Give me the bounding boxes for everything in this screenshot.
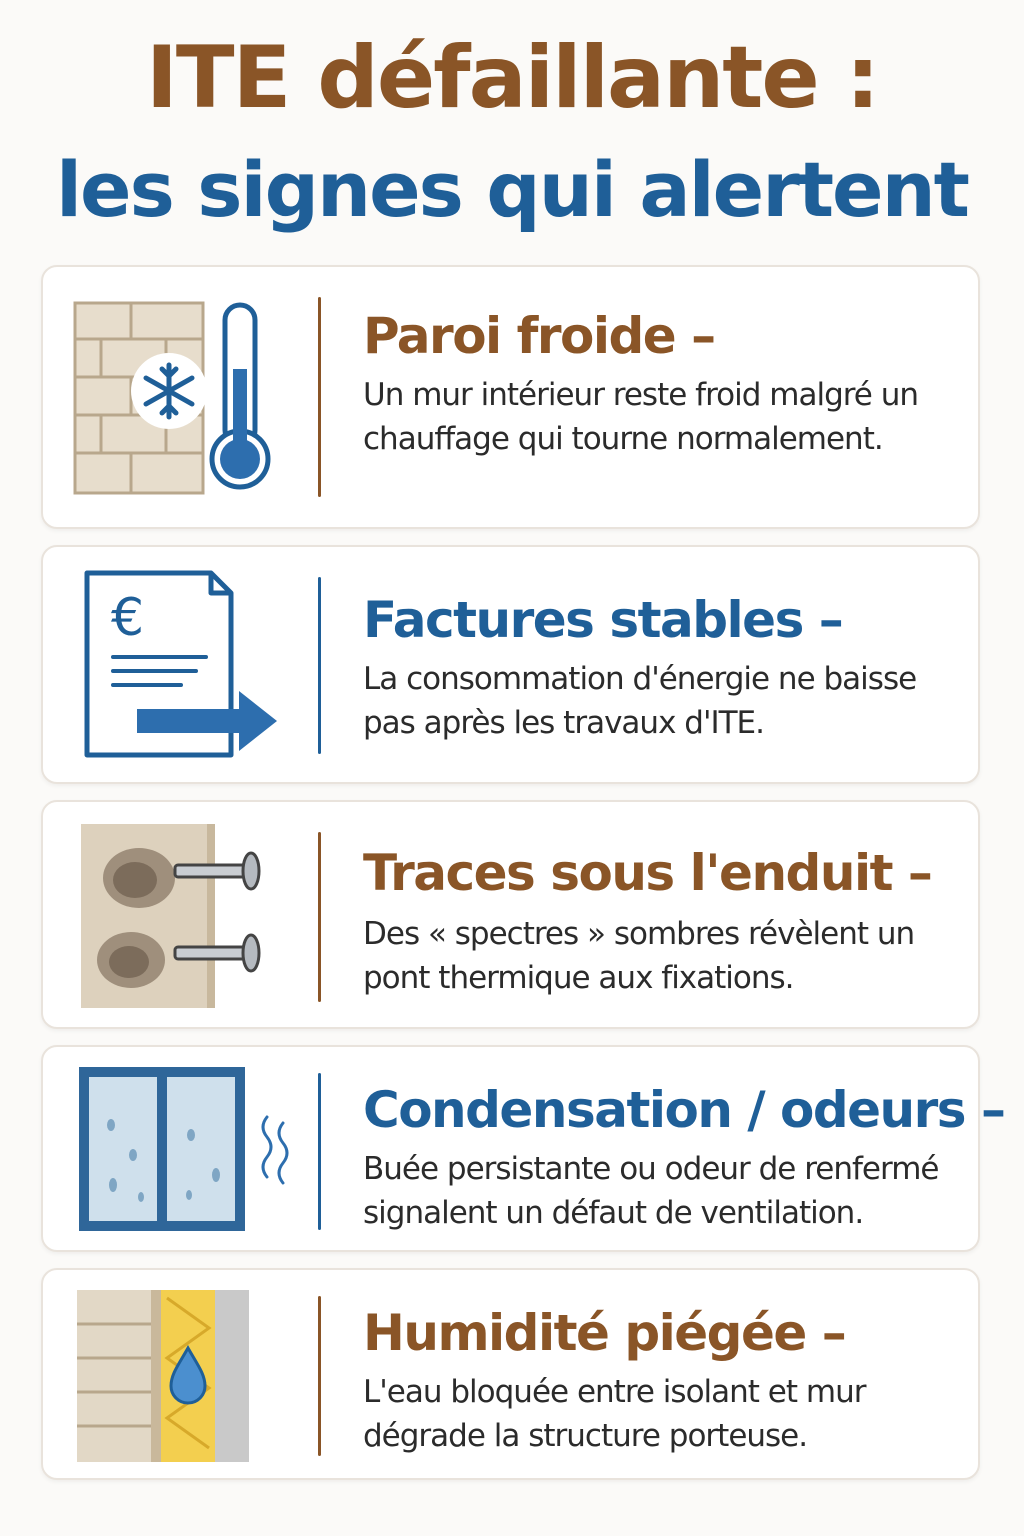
- card-text: La consommation d'énergie ne baisse pas après les travaux d'ITE.: [363, 661, 917, 741]
- cold-wall-thermometer-icon: [71, 299, 276, 497]
- card-paroi-froide: [41, 265, 980, 529]
- euro-symbol: €: [111, 588, 145, 648]
- card-text: L'eau bloquée entre isolant et mur dégrade la structure porteuse.: [363, 1374, 866, 1454]
- card-factures-stables: [41, 545, 980, 784]
- foggy-window-icon: [71, 1065, 301, 1235]
- card-title: Factures stables –: [363, 591, 843, 649]
- card-humidite-piegee: [41, 1268, 980, 1480]
- page-title: ITE défaillante :: [145, 28, 879, 128]
- invoice-euro-icon: [71, 569, 281, 759]
- page-subtitle: les signes qui alertent: [55, 145, 968, 234]
- card-title: Humidité piégée –: [363, 1304, 846, 1362]
- card-text: Un mur intérieur reste froid malgré un chauffage qui tourne normalement.: [363, 377, 919, 457]
- card-condensation-odeurs: [41, 1045, 1005, 1252]
- card-text: Des « spectres » sombres révèlent un pont thermique aux fixations.: [363, 916, 915, 996]
- card-title: Condensation / odeurs –: [363, 1081, 1005, 1139]
- stained-render-anchors-icon: [71, 822, 281, 1012]
- wall-insulation-drop-icon: [71, 1288, 251, 1464]
- card-title: Traces sous l'enduit –: [363, 844, 932, 902]
- card-title: Paroi froide –: [363, 307, 715, 365]
- card-traces-enduit: [41, 800, 980, 1029]
- card-text: Buée persistante ou odeur de renfermé signalent un défaut de ventilation.: [363, 1151, 939, 1231]
